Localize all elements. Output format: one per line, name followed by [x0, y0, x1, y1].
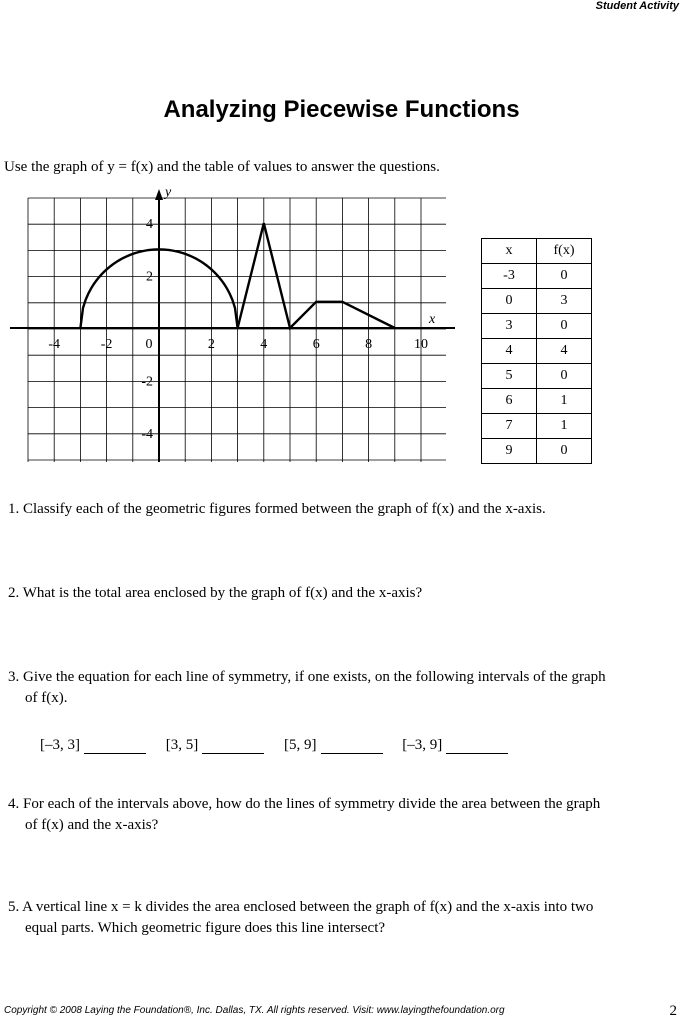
- table-cell-x: 5: [482, 364, 537, 389]
- interval-label: [–3, 9]: [402, 737, 443, 753]
- page-number: 2: [669, 1003, 677, 1019]
- answer-blank[interactable]: [446, 739, 508, 754]
- x-axis-label: x: [429, 312, 436, 327]
- table-row: [482, 264, 592, 289]
- table-cell-x: 0: [482, 289, 537, 314]
- table-row: [482, 414, 592, 439]
- table-cell-fx: 1: [537, 389, 592, 414]
- page-title: Analyzing Piecewise Functions: [163, 96, 520, 123]
- interval-label: [5, 9]: [284, 737, 317, 753]
- answer-blank[interactable]: [321, 739, 383, 754]
- table-row: [482, 389, 592, 414]
- x-tick-label: 10: [414, 337, 428, 352]
- interval-label: [–3, 3]: [40, 737, 80, 753]
- question-5-line-1: 5. A vertical line x = k divides the area enclosed between the graph of f(x) and the x-axis into two: [8, 899, 594, 915]
- y-tick-label: -4: [141, 426, 153, 442]
- table-cell-fx: 4: [537, 339, 592, 364]
- table-cell-x: 6: [482, 389, 537, 414]
- question-5: [8, 897, 678, 939]
- interval-label: [3, 5]: [165, 737, 199, 753]
- table-cell-x: -3: [482, 264, 537, 289]
- table-cell-x: 4: [482, 339, 537, 364]
- answer-blank[interactable]: [84, 739, 146, 754]
- x-tick-label: -4: [48, 337, 61, 352]
- table-row: [482, 364, 592, 389]
- x-tick-label: 2: [207, 337, 215, 352]
- values-table: [481, 238, 592, 464]
- table-row: [482, 339, 592, 364]
- y-tick-label: 2: [146, 269, 153, 285]
- graph-grid: [28, 198, 446, 462]
- x-tick-label: -2: [100, 337, 113, 352]
- table-cell-fx: 1: [537, 414, 592, 439]
- x-tick-label: 6: [312, 337, 320, 352]
- question-4: [8, 794, 678, 836]
- x-tick-label: 0: [145, 337, 153, 352]
- table-cell-fx: 0: [537, 264, 592, 289]
- question-4-line-2: of f(x) and the x-axis?: [25, 817, 159, 833]
- table-row: [482, 439, 592, 464]
- table-row: [482, 289, 592, 314]
- question-2: 2. What is the total area enclosed by the graph of f(x) and the x-axis?: [8, 585, 423, 601]
- footer-copyright: Copyright © 2008 Laying the Foundation®, Inc. Dallas, TX. All rights reserved. Visit: www.layingthefoundation.org: [4, 1005, 505, 1016]
- graph-tick-labels: [48, 217, 428, 442]
- piecewise-graph: [0, 180, 470, 480]
- question-3: [8, 667, 678, 709]
- symmetry-intervals: [40, 737, 524, 754]
- question-3-line-2: of f(x).: [25, 690, 68, 706]
- table-cell-fx: 0: [537, 439, 592, 464]
- table-header-row: [482, 239, 592, 264]
- table-cell-x: 7: [482, 414, 537, 439]
- y-tick-label: -2: [141, 374, 153, 390]
- table-row: [482, 314, 592, 339]
- y-axis-arrow: [155, 189, 163, 200]
- table-cell-fx: 3: [537, 289, 592, 314]
- question-1: 1. Classify each of the geometric figures formed between the graph of f(x) and the x-axis.: [8, 501, 546, 517]
- x-tick-label: 4: [260, 337, 268, 352]
- question-4-line-1: 4. For each of the intervals above, how do the lines of symmetry divide the area between the graph: [8, 796, 601, 812]
- answer-blank[interactable]: [202, 739, 264, 754]
- table-cell-fx: 0: [537, 314, 592, 339]
- y-tick-label: 4: [146, 217, 153, 233]
- column-header-fx: f(x): [537, 239, 592, 264]
- instructions: Use the graph of y = f(x) and the table of values to answer the questions.: [4, 159, 440, 175]
- table-cell-x: 3: [482, 314, 537, 339]
- column-header-x: x: [482, 239, 537, 264]
- header-label: Student Activity: [595, 0, 679, 12]
- x-tick-label: 8: [365, 337, 373, 352]
- question-3-line-1: 3. Give the equation for each line of symmetry, if one exists, on the following intervals of the graph: [8, 669, 606, 685]
- y-axis-label: y: [165, 185, 172, 200]
- table-cell-x: 9: [482, 439, 537, 464]
- question-5-line-2: equal parts. Which geometric figure does this line intersect?: [25, 920, 386, 936]
- table-cell-fx: 0: [537, 364, 592, 389]
